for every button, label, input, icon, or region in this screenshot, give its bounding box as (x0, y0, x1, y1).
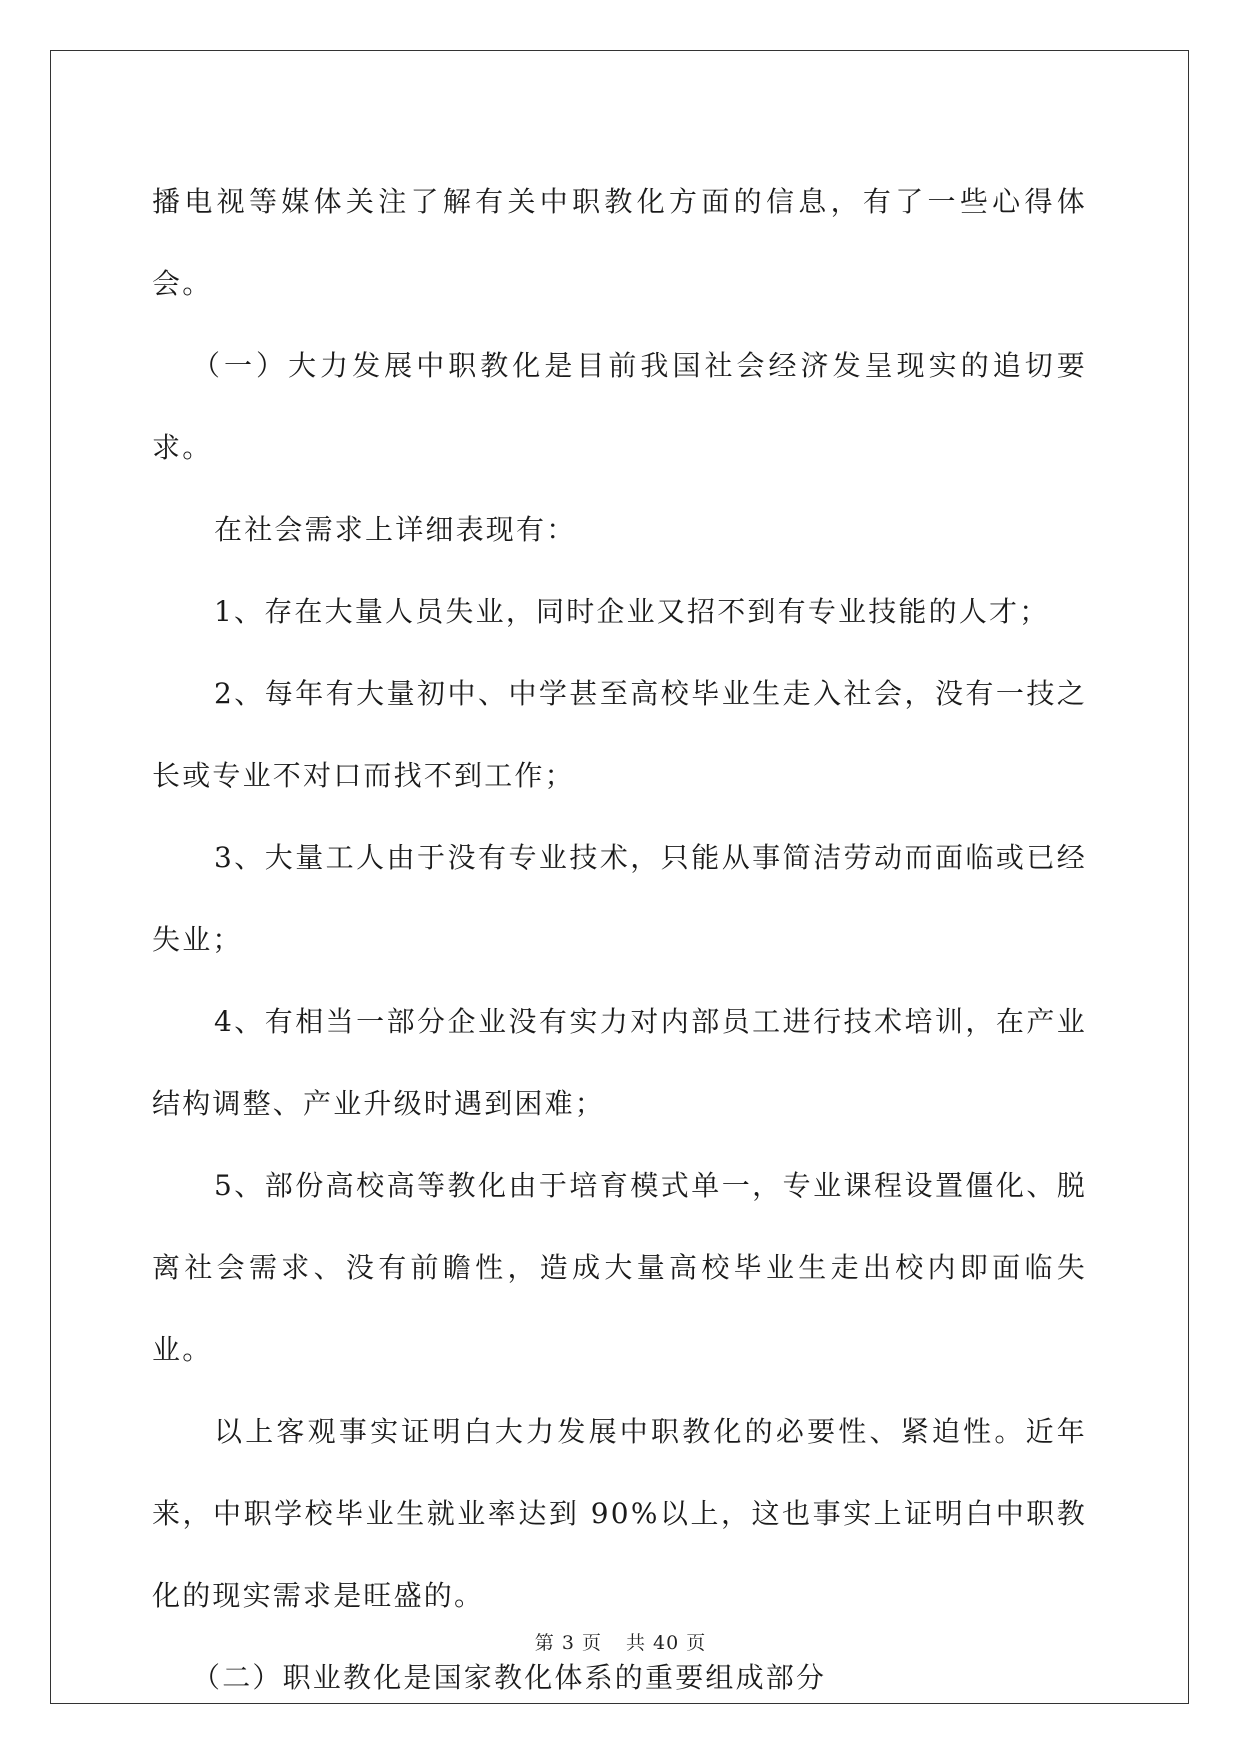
page-total: 共 40 页 (625, 1632, 707, 1654)
list-item: 2、每年有大量初中、中学甚至高校毕业生走入社会，没有一技之长或专业不对口而找不到工作； (152, 677, 1087, 792)
page-footer (0, 1628, 1241, 1655)
paragraph: 以上客观事实证明白大力发展中职教化的必要性、紧迫性。近年来，中职学校毕业生就业率达到 90%以上，这也事实上证明白中职教化的现实需求是旺盛的。 (152, 1415, 1087, 1612)
section-heading: （一）大力发展中职教化是目前我国社会经济发呈现实的追切要求。 (152, 349, 1087, 464)
document-body (152, 161, 1087, 1719)
list-item: 3、大量工人由于没有专业技术，只能从事简洁劳动而面临或已经失业； (152, 841, 1087, 956)
paragraph: 播电视等媒体关注了解有关中职教化方面的信息，有了一些心得体会。 (152, 185, 1087, 300)
list-item: 4、有相当一部分企业没有实力对内部员工进行技术培训，在产业结构调整、产业升级时遇到困难； (152, 1005, 1087, 1120)
section-heading: （二）职业教化是国家教化体系的重要组成部分 (192, 1661, 827, 1694)
list-item: 5、部份高校高等教化由于培育模式单一，专业课程设置僵化、脱离社会需求、没有前瞻性，造成大量高校毕业生走出校内即面临失业。 (152, 1169, 1087, 1366)
paragraph: 在社会需求上详细表现有： (214, 513, 577, 546)
list-item: 1、存在大量人员失业，同时企业又招不到有专业技能的人才； (214, 595, 1050, 628)
page-number: 第 3 页 (534, 1632, 602, 1654)
